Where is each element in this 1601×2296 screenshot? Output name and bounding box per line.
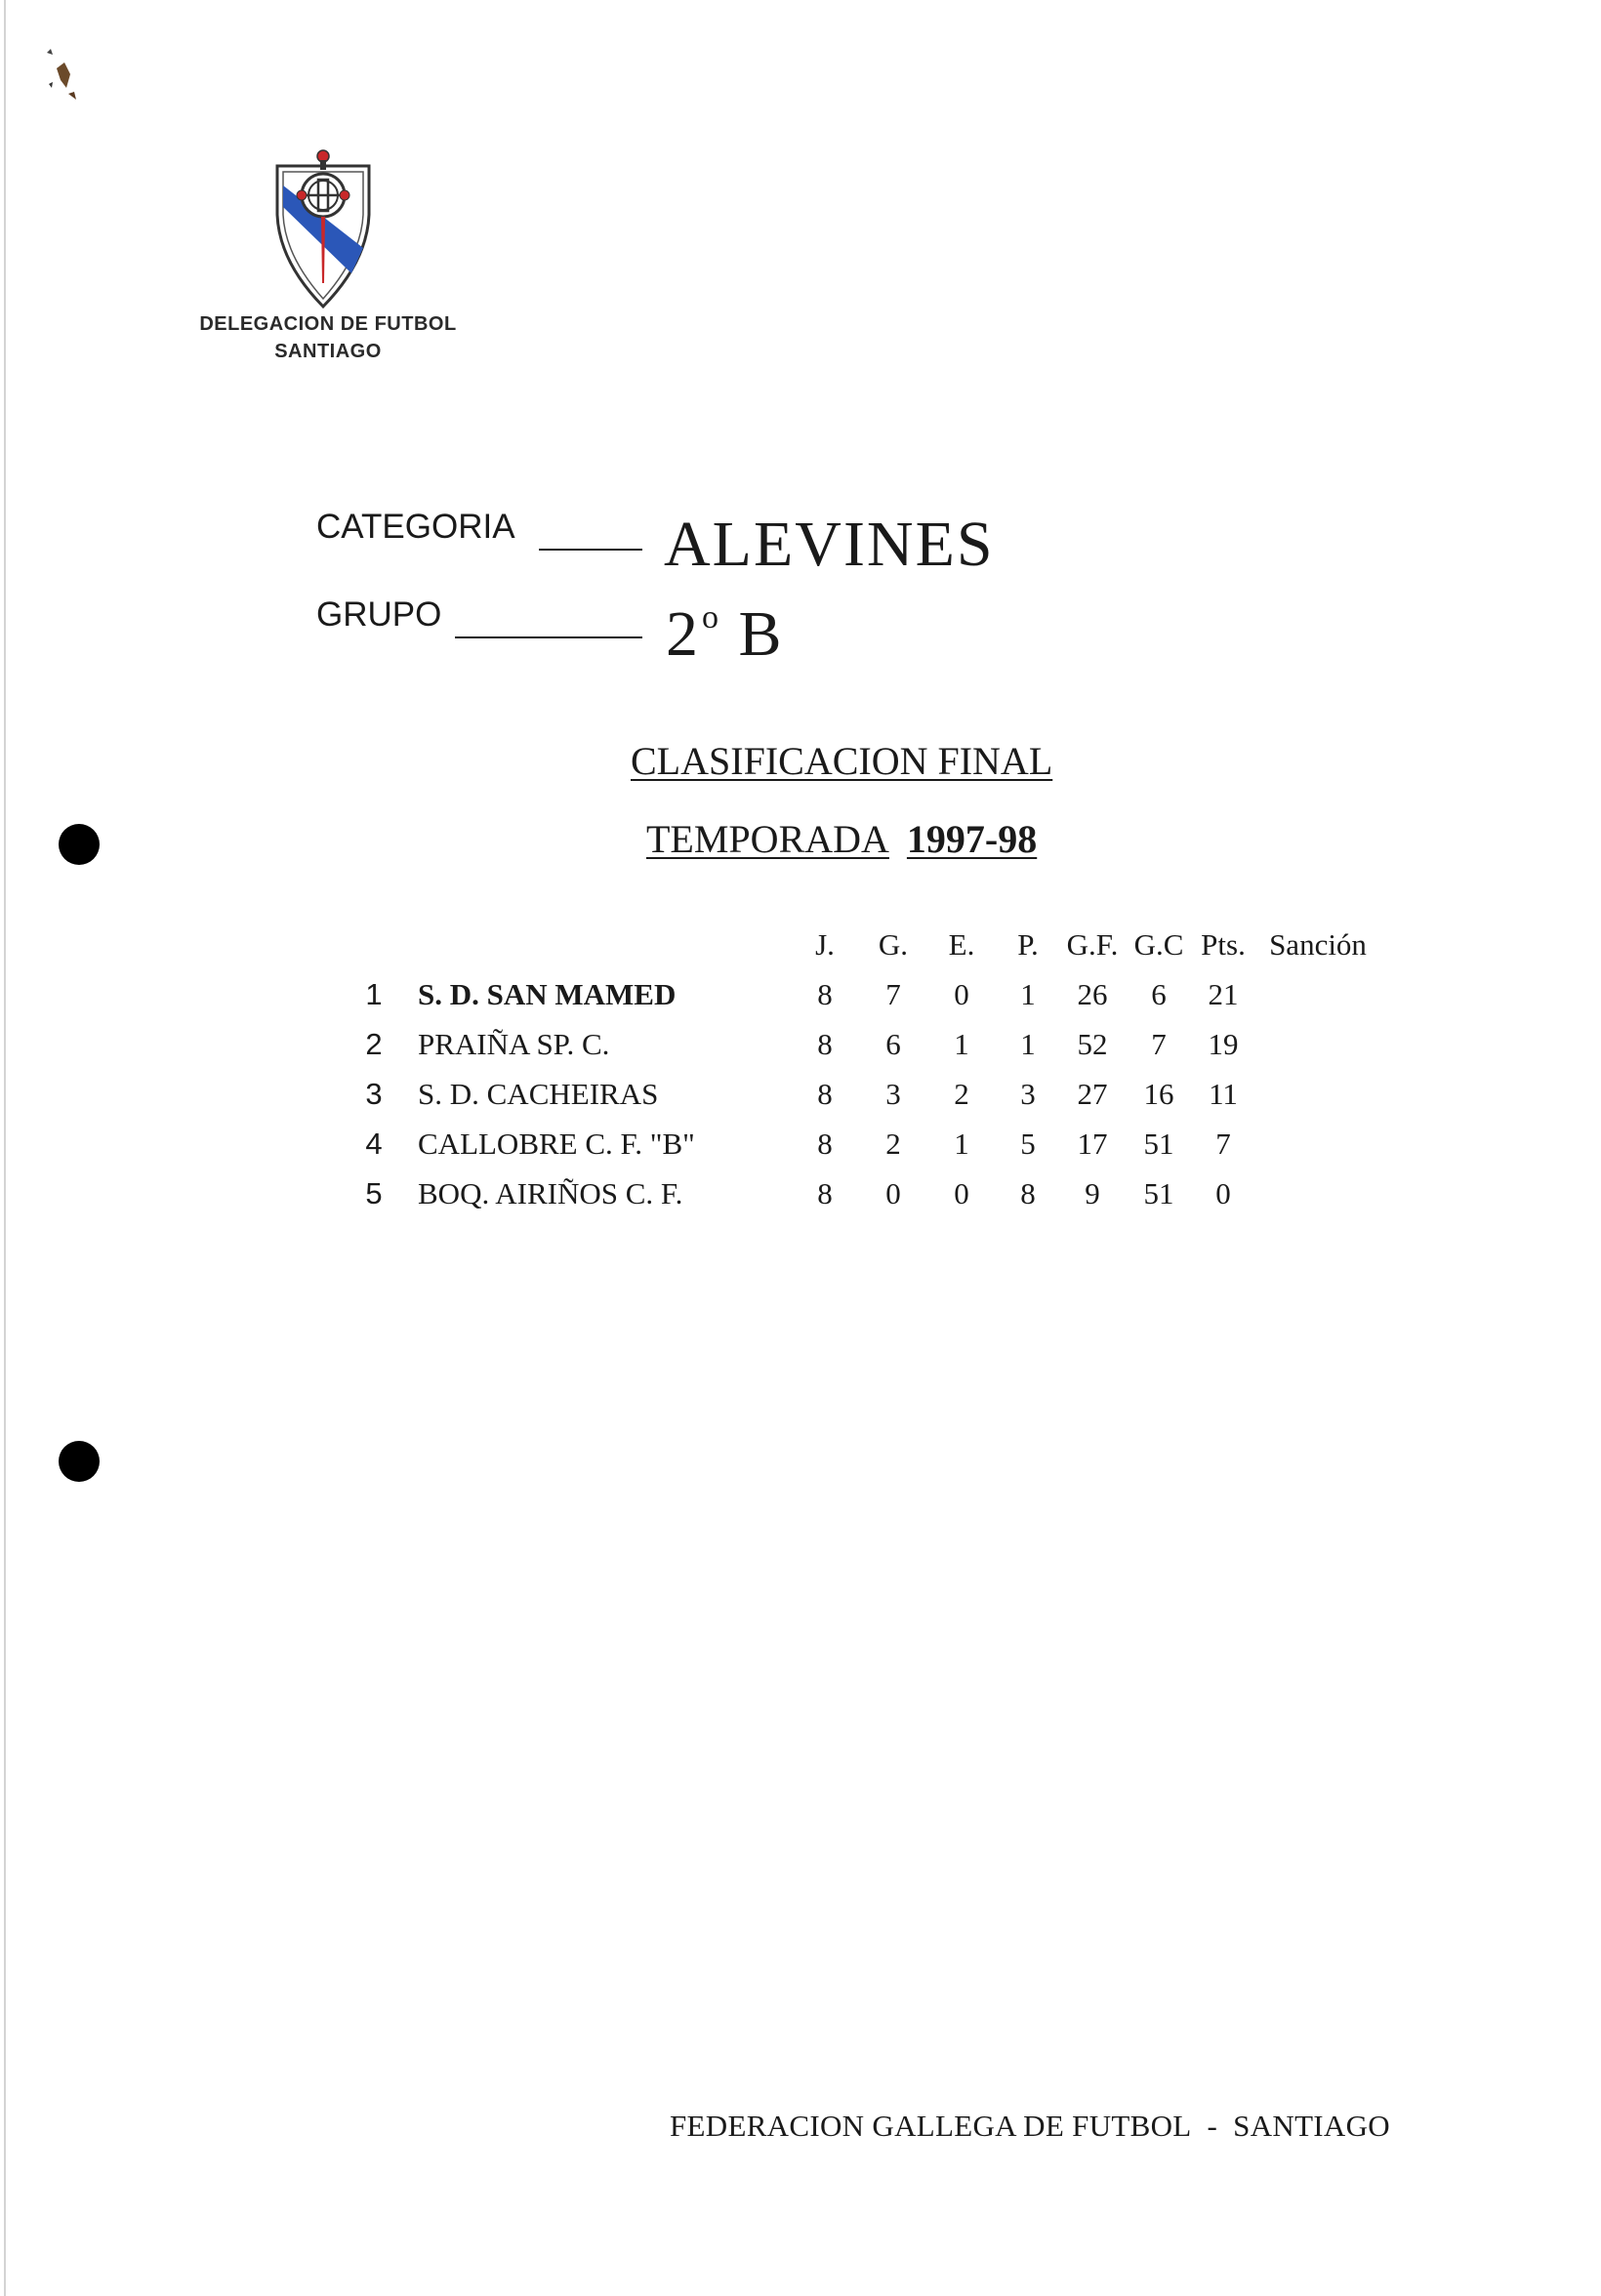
header-gf: G.F. xyxy=(1066,927,1119,962)
categoria-rule xyxy=(539,549,642,551)
organization-line-1: DELEGACION DE FUTBOL xyxy=(199,313,457,335)
table-row xyxy=(351,1027,1376,1077)
grupo-rule xyxy=(455,636,642,638)
grupo-label: GRUPO xyxy=(316,595,442,634)
footer-separator: - xyxy=(1207,2109,1218,2143)
header-gc: G.C xyxy=(1133,927,1184,962)
row-position: 2 xyxy=(365,1027,383,1061)
table-row xyxy=(351,1176,1376,1226)
standings-table xyxy=(351,927,1376,1226)
table-row xyxy=(351,1077,1376,1127)
row-p: 1 xyxy=(1020,1027,1036,1061)
row-team: S. D. CACHEIRAS xyxy=(418,1077,659,1111)
document-title: CLASIFICACION FINAL xyxy=(631,739,1053,783)
grupo-value xyxy=(666,597,784,672)
row-p: 8 xyxy=(1020,1176,1036,1210)
row-j: 8 xyxy=(817,1176,833,1210)
table-row xyxy=(351,977,1376,1027)
row-position: 1 xyxy=(365,977,383,1011)
row-team: CALLOBRE C. F. "B" xyxy=(418,1127,695,1161)
header-j: J. xyxy=(815,927,835,962)
grupo-letter: B xyxy=(738,598,784,670)
row-p: 3 xyxy=(1020,1077,1036,1111)
binder-hole-bottom xyxy=(59,1441,100,1482)
footer-federation: FEDERACION GALLEGA DE FUTBOL xyxy=(670,2109,1192,2143)
season-line xyxy=(646,816,1037,862)
row-gf: 26 xyxy=(1077,977,1108,1011)
row-g: 3 xyxy=(885,1077,901,1111)
row-pts: 7 xyxy=(1215,1127,1231,1161)
row-pts: 11 xyxy=(1209,1077,1238,1111)
header-sancion: Sanción xyxy=(1269,927,1367,962)
row-gc: 6 xyxy=(1151,977,1167,1011)
organization-name xyxy=(176,310,480,365)
row-e: 0 xyxy=(954,977,969,1011)
row-gc: 16 xyxy=(1143,1077,1174,1111)
row-p: 1 xyxy=(1020,977,1036,1011)
row-g: 0 xyxy=(885,1176,901,1210)
row-j: 8 xyxy=(817,977,833,1011)
row-j: 8 xyxy=(817,1127,833,1161)
grupo-ordinal: o xyxy=(702,599,720,636)
season-label: TEMPORADA xyxy=(646,817,889,861)
row-gf: 9 xyxy=(1085,1176,1100,1210)
footer-city: SANTIAGO xyxy=(1233,2109,1390,2143)
row-e: 0 xyxy=(954,1176,969,1210)
header-p: P. xyxy=(1017,927,1039,962)
row-e: 1 xyxy=(954,1027,969,1061)
footer xyxy=(670,2109,1390,2144)
binder-hole-top xyxy=(59,824,100,865)
row-pts: 19 xyxy=(1208,1027,1239,1061)
row-gc: 7 xyxy=(1151,1027,1167,1061)
header-g: G. xyxy=(878,927,909,962)
row-pts: 21 xyxy=(1208,977,1239,1011)
row-g: 2 xyxy=(885,1127,901,1161)
ink-speck xyxy=(39,45,98,123)
row-pts: 0 xyxy=(1215,1176,1231,1210)
row-j: 8 xyxy=(817,1027,833,1061)
header-pts: Pts. xyxy=(1201,927,1246,962)
row-gf: 17 xyxy=(1077,1127,1108,1161)
row-j: 8 xyxy=(817,1077,833,1111)
row-g: 6 xyxy=(885,1027,901,1061)
categoria-value: ALEVINES xyxy=(664,509,995,580)
row-team: PRAIÑA SP. C. xyxy=(418,1027,610,1061)
row-p: 5 xyxy=(1020,1127,1036,1161)
row-gf: 27 xyxy=(1077,1077,1108,1111)
row-e: 1 xyxy=(954,1127,969,1161)
row-g: 7 xyxy=(885,977,901,1011)
row-gc: 51 xyxy=(1143,1127,1174,1161)
table-header-row xyxy=(351,927,1376,977)
header-e: E. xyxy=(948,927,975,962)
row-gc: 51 xyxy=(1143,1176,1174,1210)
row-position: 4 xyxy=(365,1127,383,1161)
organization-line-2: SANTIAGO xyxy=(274,341,382,362)
row-gf: 52 xyxy=(1077,1027,1108,1061)
row-position: 5 xyxy=(365,1176,383,1210)
row-team: BOQ. AIRIÑOS C. F. xyxy=(418,1176,683,1210)
grupo-number: 2 xyxy=(666,598,700,670)
federation-shield-logo xyxy=(269,146,377,308)
table-row xyxy=(351,1127,1376,1176)
row-position: 3 xyxy=(365,1077,383,1111)
row-team: S. D. SAN MAMED xyxy=(418,977,677,1011)
season-year: 1997-98 xyxy=(906,817,1038,861)
categoria-label: CATEGORIA xyxy=(316,508,515,546)
row-e: 2 xyxy=(954,1077,969,1111)
